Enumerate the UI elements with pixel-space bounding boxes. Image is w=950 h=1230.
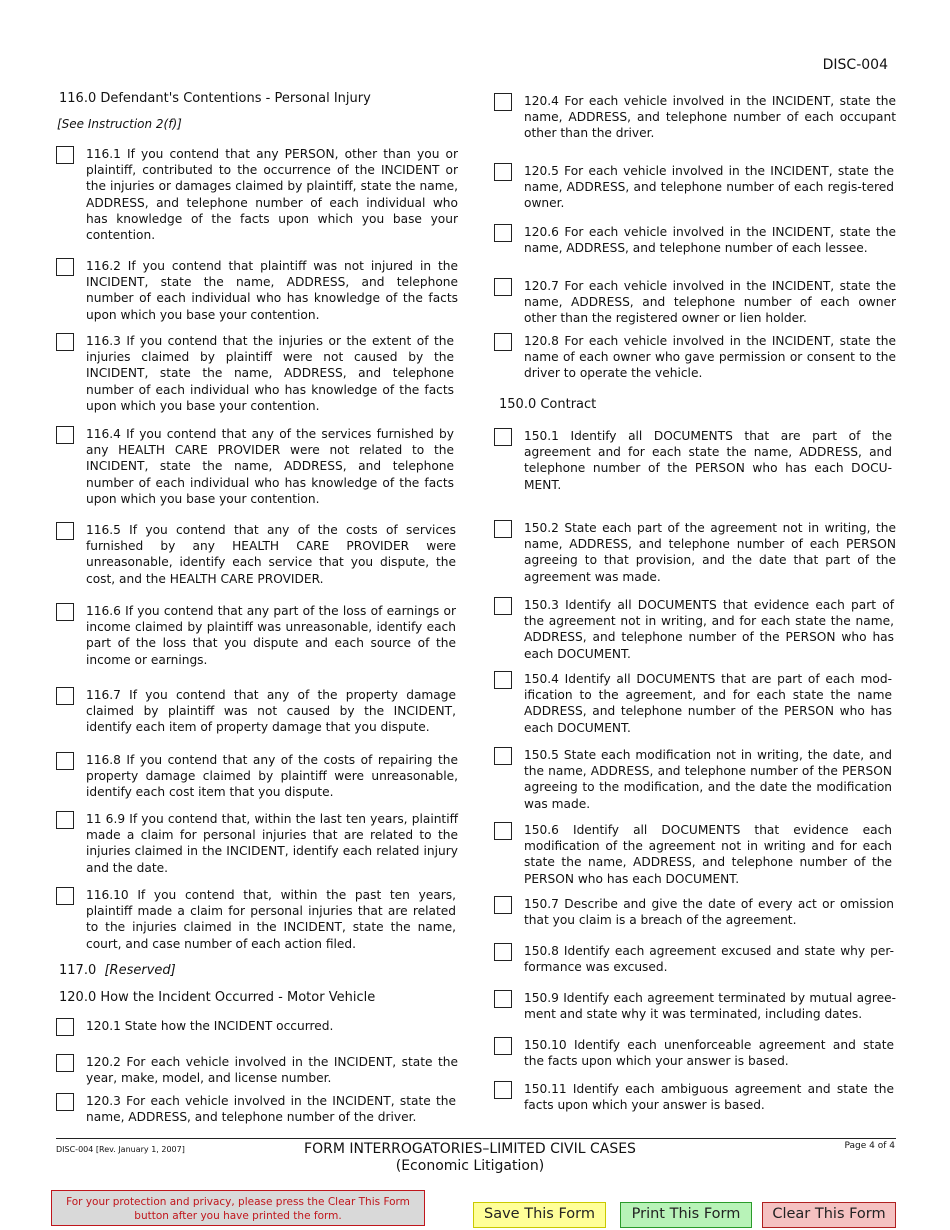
- interrogatory-text: 120.1 State how the INCIDENT occurred.: [86, 1019, 334, 1033]
- checkbox-150-4[interactable]: [494, 671, 512, 689]
- checkbox-120-1[interactable]: [56, 1018, 74, 1036]
- checkbox-116-3[interactable]: [56, 333, 74, 351]
- interrogatory-text: 150.5 State each modification not in writing, the date, and the name, ADDRESS, and telephone number of the PERSON agreeing to the modification, and the date the modification was made.: [524, 748, 892, 811]
- interrogatory-text: 150.8 Identify each agreement excused and state why per-formance was excused.: [524, 944, 894, 975]
- footer-divider: [56, 1138, 896, 1139]
- checkbox-116-5[interactable]: [56, 522, 74, 540]
- section-heading-120: 120.0 How the Incident Occurred - Motor Vehicle: [59, 990, 376, 1005]
- section-heading-116: 116.0 Defendant's Contentions - Personal Injury: [59, 91, 371, 106]
- interrogatory-text: 116.4 If you contend that any of the services furnished by any HEALTH CARE PROVIDER were not related to the INCIDENT, state the name, ADDRESS, and telephone number of each individual who has knowledge of the facts upon which you base your contention.: [86, 427, 454, 506]
- checkbox-116-2[interactable]: [56, 258, 74, 276]
- checkbox-150-1[interactable]: [494, 428, 512, 446]
- checkbox-120-6[interactable]: [494, 224, 512, 242]
- form-title-line2: (Economic Litigation): [395, 1158, 545, 1174]
- checkbox-116-1[interactable]: [56, 146, 74, 164]
- checkbox-150-10[interactable]: [494, 1037, 512, 1055]
- checkbox-150-7[interactable]: [494, 896, 512, 914]
- checkbox-120-5[interactable]: [494, 163, 512, 181]
- checkbox-120-7[interactable]: [494, 278, 512, 296]
- interrogatory-text: 120.6 For each vehicle involved in the INCIDENT, state the name, ADDRESS, and telephone number of each lessee.: [524, 225, 896, 256]
- form-title: [260, 1141, 680, 1175]
- checkbox-150-2[interactable]: [494, 520, 512, 538]
- interrogatory-text: 150.7 Describe and give the date of every act or omission that you claim is a breach of the agreement.: [524, 897, 894, 928]
- section-heading-150: 150.0 Contract: [499, 397, 597, 412]
- interrogatory-text: 116.7 If you contend that any of the property damage claimed by plaintiff was not caused by the INCIDENT, identify each item of property damage that you dispute.: [86, 688, 456, 735]
- interrogatory-text: 120.3 For each vehicle involved in the INCIDENT, state the name, ADDRESS, and telephone number of the driver.: [86, 1094, 456, 1125]
- interrogatory-text: 150.2 State each part of the agreement not in writing, the name, ADDRESS, and telephone number of each PERSON agreeing to that provision, and the date that part of the agreement was made.: [524, 521, 896, 584]
- interrogatory-text: 116.2 If you contend that plaintiff was not injured in the INCIDENT, state the name, ADDRESS, and telephone number of each individual who has knowledge of the facts upon which you base your contention.: [86, 259, 458, 322]
- interrogatory-text: 116.6 If you contend that any part of the loss of earnings or income claimed by plaintiff was unreasonable, identify each part of the loss that you dispute and each source of the income or earnings.: [86, 604, 456, 667]
- interrogatory-text: 150.1 Identify all DOCUMENTS that are part of the agreement and for each state the name, ADDRESS, and telephone number of the PERSON who has each DOCU-MENT.: [524, 429, 892, 492]
- interrogatory-text: 150.4 Identify all DOCUMENTS that are part of each mod-ification to the agreement, and for each state the name ADDRESS, and telephone number of the PERSON who has each DOCUMENT.: [524, 672, 892, 735]
- interrogatory-text: 150.3 Identify all DOCUMENTS that evidence each part of the agreement not in writing, and for each state the name, ADDRESS, and telephone number of the PERSON who has each DOCUMENT.: [524, 598, 894, 661]
- checkbox-150-11[interactable]: [494, 1081, 512, 1099]
- checkbox-120-4[interactable]: [494, 93, 512, 111]
- interrogatory-text: 150.6 Identify all DOCUMENTS that evidence each modification of the agreement not in writing and for each state the name, ADDRESS, and telephone number of the PERSON who has each DOCUMENT.: [524, 823, 892, 886]
- form-revision: DISC-004 [Rev. January 1, 2007]: [56, 1145, 185, 1154]
- checkbox-116-8[interactable]: [56, 752, 74, 770]
- checkbox-150-8[interactable]: [494, 943, 512, 961]
- interrogatory-text: 150.11 Identify each ambiguous agreement and state the facts upon which your answer is based.: [524, 1082, 894, 1113]
- interrogatory-text: 116.8 If you contend that any of the costs of repairing the property damage claimed by plaintiff were unreasonable, identify each cost item that you dispute.: [86, 753, 458, 800]
- checkbox-150-6[interactable]: [494, 822, 512, 840]
- print-form-button[interactable]: Print This Form: [620, 1202, 752, 1228]
- interrogatory-text: 150.10 Identify each unenforceable agreement and state the facts upon which your answer is based.: [524, 1038, 894, 1069]
- page-number: Page 4 of 4: [844, 1141, 895, 1151]
- interrogatory-text: 116.3 If you contend that the injuries or the extent of the injuries claimed by plaintiff were not caused by the INCIDENT, state the name, ADDRESS, and telephone number of each individual who has knowledge of the facts upon which you base your contention.: [86, 334, 454, 413]
- checkbox-116-10[interactable]: [56, 887, 74, 905]
- interrogatory-text: 120.7 For each vehicle involved in the INCIDENT, state the name, ADDRESS, and telephone number of each owner other than the registered owner or lien holder.: [524, 279, 896, 326]
- checkbox-120-2[interactable]: [56, 1054, 74, 1072]
- instruction-116: [See Instruction 2(f)]: [57, 117, 182, 131]
- section-heading-117: [59, 963, 176, 978]
- form-id: DISC-004: [822, 57, 888, 73]
- interrogatory-text: 11 6.9 If you contend that, within the last ten years, plaintiff made a claim for personal injuries that are related to the injuries claimed in the INCIDENT, identify each related injury and the date.: [86, 812, 458, 875]
- save-form-button[interactable]: Save This Form: [473, 1202, 606, 1228]
- checkbox-120-3[interactable]: [56, 1093, 74, 1111]
- form-title-line1: FORM INTERROGATORIES–LIMITED CIVIL CASES: [304, 1141, 636, 1157]
- checkbox-116-6[interactable]: [56, 603, 74, 621]
- checkbox-116-9[interactable]: [56, 811, 74, 829]
- interrogatory-text: 120.5 For each vehicle involved in the INCIDENT, state the name, ADDRESS, and telephone number of each regis-tered owner.: [524, 164, 894, 211]
- section-number-117: 117.0: [59, 963, 97, 978]
- clear-form-button[interactable]: Clear This Form: [762, 1202, 896, 1228]
- interrogatory-text: 120.8 For each vehicle involved in the INCIDENT, state the name of each owner who gave permission or consent to the driver to operate the vehicle.: [524, 334, 896, 381]
- reserved-label: [Reserved]: [104, 963, 176, 978]
- interrogatory-text: 150.9 Identify each agreement terminated by mutual agree-ment and state why it was terminated, including dates.: [524, 991, 896, 1022]
- checkbox-150-3[interactable]: [494, 597, 512, 615]
- checkbox-120-8[interactable]: [494, 333, 512, 351]
- interrogatory-text: 120.4 For each vehicle involved in the INCIDENT, state the name, ADDRESS, and telephone number of each occupant other than the driver.: [524, 94, 896, 141]
- checkbox-116-4[interactable]: [56, 426, 74, 444]
- checkbox-150-9[interactable]: [494, 990, 512, 1008]
- interrogatory-text: 120.2 For each vehicle involved in the INCIDENT, state the year, make, model, and license number.: [86, 1055, 458, 1086]
- interrogatory-text: 116.10 If you contend that, within the past ten years, plaintiff made a claim for personal injuries that are related to the injuries claimed in the INCIDENT, state the name, court, and case number of each action filed.: [86, 888, 456, 951]
- interrogatory-text: 116.1 If you contend that any PERSON, other than you or plaintiff, contributed to the occurrence of the INCIDENT or the injuries or damages claimed by plaintiff, state the name, ADDRESS, and telephone number of each individual who has knowledge of the facts upon which you base your contention.: [86, 147, 458, 243]
- privacy-notice: For your protection and privacy, please press the Clear This Form button after you have printed the form.: [51, 1190, 425, 1226]
- interrogatory-text: 116.5 If you contend that any of the costs of services furnished by any HEALTH CARE PROVIDER were unreasonable, identify each service that you dispute, the cost, and the HEALTH CARE PROVIDER.: [86, 523, 456, 586]
- checkbox-150-5[interactable]: [494, 747, 512, 765]
- checkbox-116-7[interactable]: [56, 687, 74, 705]
